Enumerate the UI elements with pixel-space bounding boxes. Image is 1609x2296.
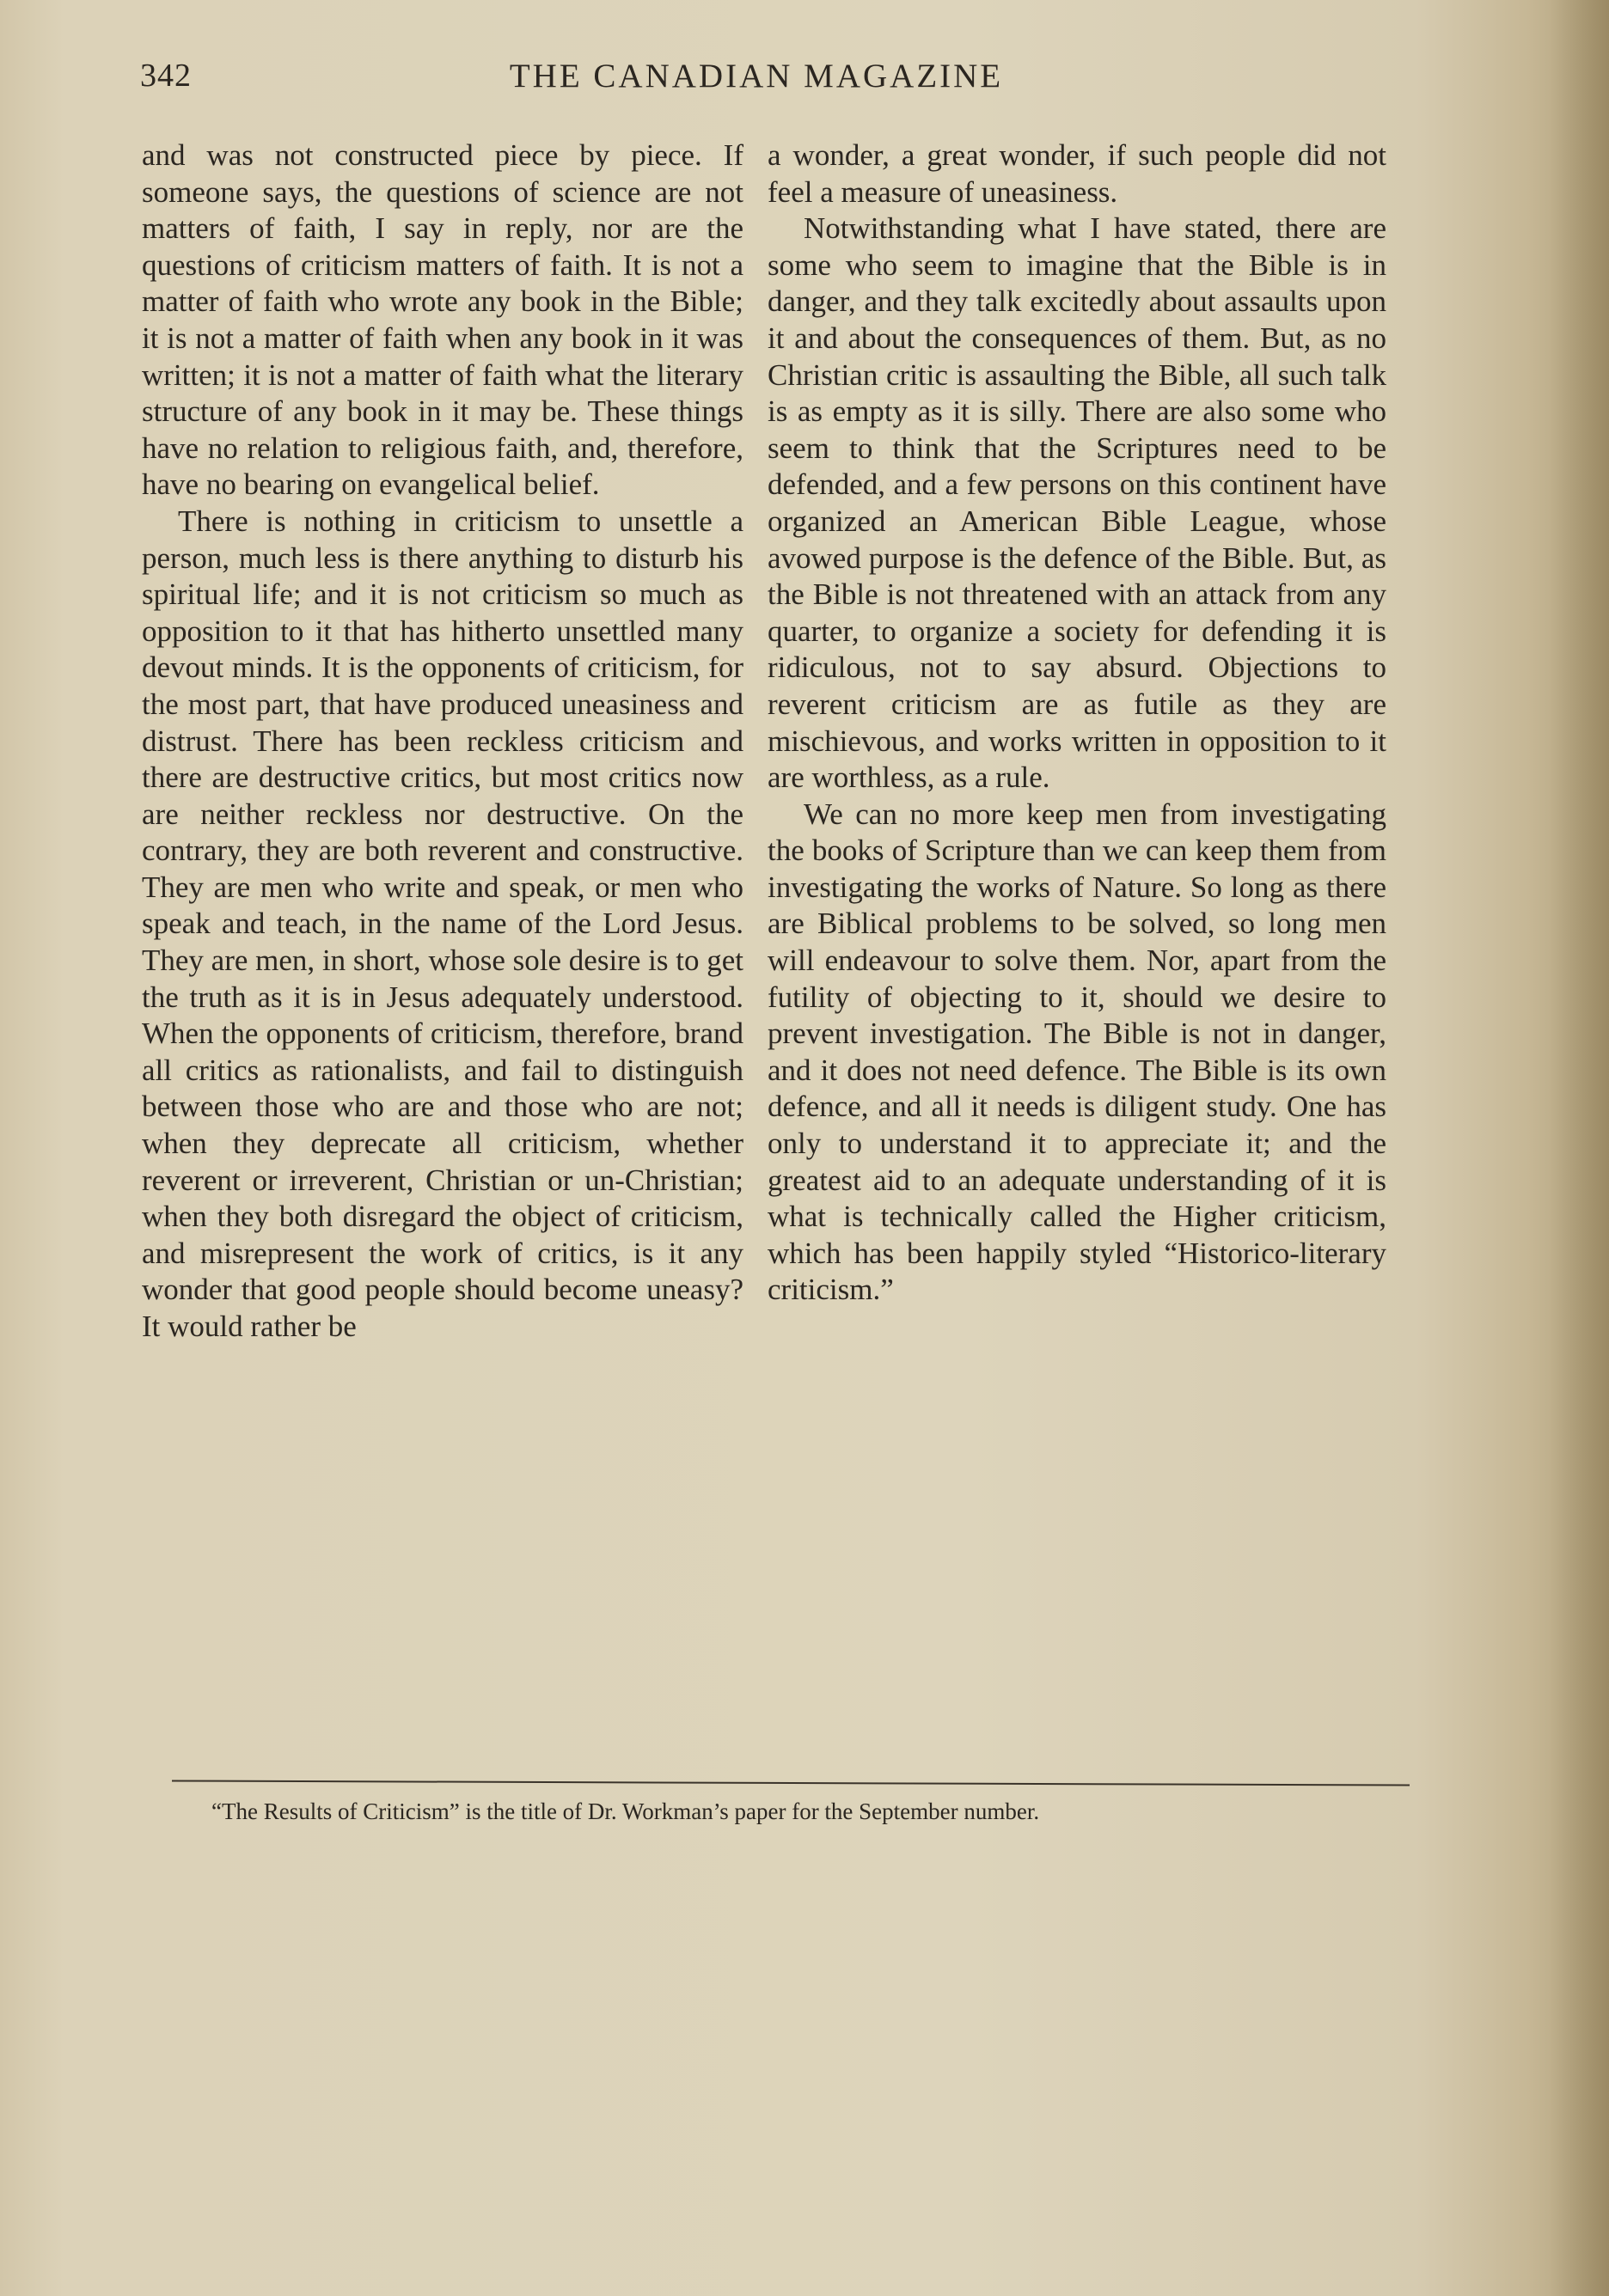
page-edge-shadow (1549, 0, 1609, 2296)
right-column (768, 137, 1386, 1309)
right-paragraph-3: We can no more keep men from investigating the books of Scripture than we can keep them from investigating the works of Nature. So long as there are Biblical problems to be solved, so long men will endeavour to solve them. Nor, apart from the futility of objecting to it, should we desire to prevent investigation. The Bible is not in danger, and it does not need defence. The Bible is its own defence, and all it needs is diligent study. One has only to understand it to appreciate it; and the greatest aid to an adequate understanding of it is what is technically called the Higher criticism, which has been happily styled “Historico-literary criticism.” (768, 797, 1386, 1307)
running-head-title: THE CANADIAN MAGAZINE (509, 58, 1004, 95)
left-paragraph-1: and was not constructed piece by piece. If someone says, the questions of science are not matters of faith, I say in reply, nor are the questions of criticism matters of faith. It is not a matter of faith who wrote any book in the Bible; it is not a matter of faith when any book in it was written; it is not a matter of faith what the literary structure of any book in it may be. These things have no relation to religious faith, and, therefore, have no bearing on evangelical belief. (142, 138, 743, 502)
footnote-text: “The Results of Criticism” is the title of Dr. Workman’s paper for the September number. (211, 1798, 1040, 1824)
page-number: 342 (140, 58, 192, 94)
left-column (142, 137, 743, 1346)
footnote-rule (172, 1780, 1410, 1786)
footnote (177, 1796, 1380, 1827)
right-paragraph-2: Notwithstanding what I have stated, there are some who seem to imagine that the Bible is in danger, and they talk excitedly about assaults upon it and about the consequences of them. But, as no Christian critic is assaulting the Bible, all such talk is as empty as it is silly. There are also some who seem to think that the Scriptures need to be defended, and a few persons on this continent have organized an American Bible League, whose avowed purpose is the defence of the Bible. But, as the Bible is not threatened with an attack from any quarter, to organize a society for defending it is ridiculous, not to say absurd. Objections to reverent criticism are as futile as they are mischievous, and works written in opposition to it are worthless, as a rule. (768, 211, 1386, 795)
right-paragraph-1: a wonder, a great wonder, if such people did not feel a measure of uneasiness. (768, 138, 1386, 209)
left-paragraph-2: There is nothing in criticism to unsettle a person, much less is there anything to disturb his spiritual life; and it is not criticism so much as opposition to it that has hitherto unsettled many devout minds. It is the opponents of criticism, for the most part, that have produced uneasiness and distrust. There has been reckless criticism and there are destructive critics, but most critics now are neither reckless nor destructive. On the contrary, they are both reverent and constructive. They are men who write and speak, or men who speak and teach, in the name of the Lord Jesus. They are men, in short, whose sole desire is to get the truth as it is in Jesus adequately understood. When the opponents of criticism, therefore, brand all critics as rationalists, and fail to distinguish between those who are and those who are not; when they deprecate all criticism, whether reverent or irreverent, Christian or un-Christian; when they both disregard the object of criticism, and misrepresent the work of critics, is it any wonder that good people should become uneasy? It would rather be (142, 504, 743, 1343)
